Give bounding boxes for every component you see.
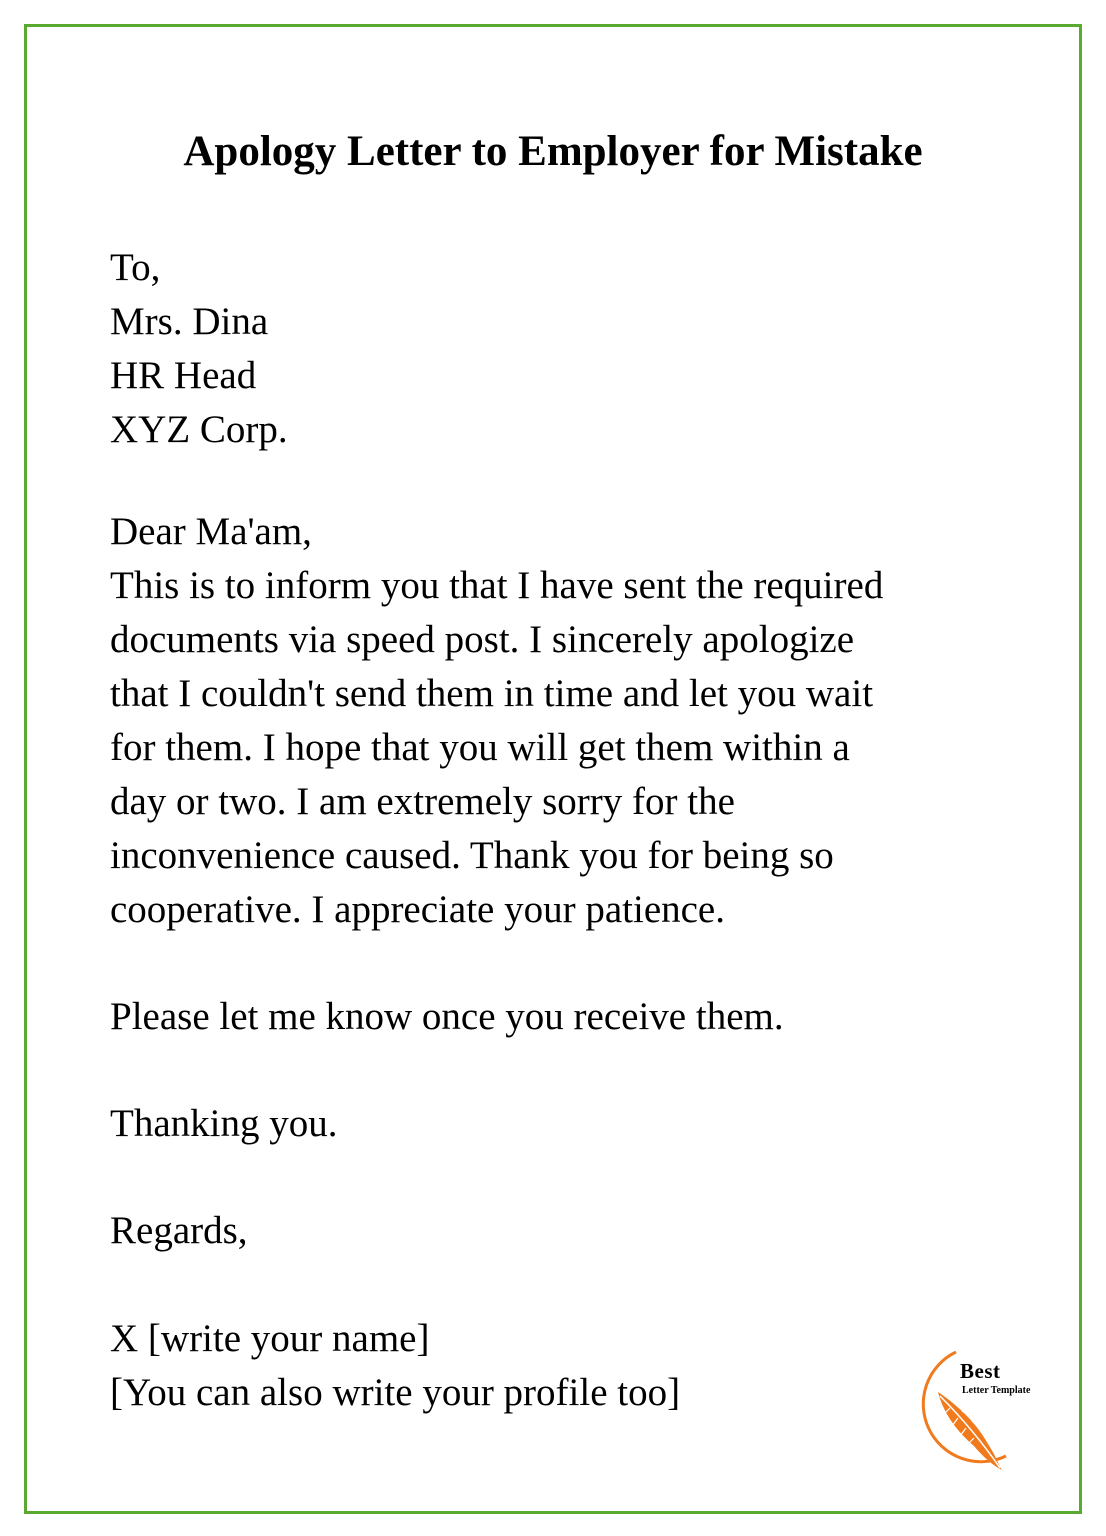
- logo-text-best: Best: [960, 1359, 1001, 1383]
- body-line: documents via speed post. I sincerely apologize: [110, 618, 855, 661]
- body-line: day or two. I am extremely sorry for the: [110, 780, 735, 823]
- signature-block: [110, 1312, 680, 1420]
- closing-line: Regards,: [110, 1209, 248, 1252]
- recipient-line: HR Head: [110, 354, 257, 397]
- body-line: that I couldn't send them in time and let you wait: [110, 672, 874, 715]
- recipient-line: XYZ Corp.: [110, 408, 288, 451]
- recipient-line: Mrs. Dina: [110, 300, 269, 343]
- recipient-line: To,: [110, 246, 161, 289]
- body-line: This is to inform you that I have sent the required: [110, 564, 884, 607]
- page-title: Apology Letter to Employer for Mistake: [183, 128, 923, 175]
- body-line: cooperative. I appreciate your patience.: [110, 888, 725, 931]
- request-line: Please let me know once you receive them.: [110, 995, 784, 1038]
- letter-body: [110, 505, 883, 937]
- thanks-line: Thanking you.: [110, 1102, 338, 1145]
- salutation: Dear Ma'am,: [110, 510, 312, 553]
- logo-text-subtitle: Letter Template: [962, 1385, 1031, 1396]
- signature-name: X [write your name]: [110, 1317, 430, 1360]
- body-line: inconvenience caused. Thank you for being so: [110, 834, 834, 877]
- body-line: for them. I hope that you will get them within a: [110, 726, 850, 769]
- signature-profile: [You can also write your profile too]: [110, 1371, 681, 1414]
- recipient-block: [110, 241, 288, 457]
